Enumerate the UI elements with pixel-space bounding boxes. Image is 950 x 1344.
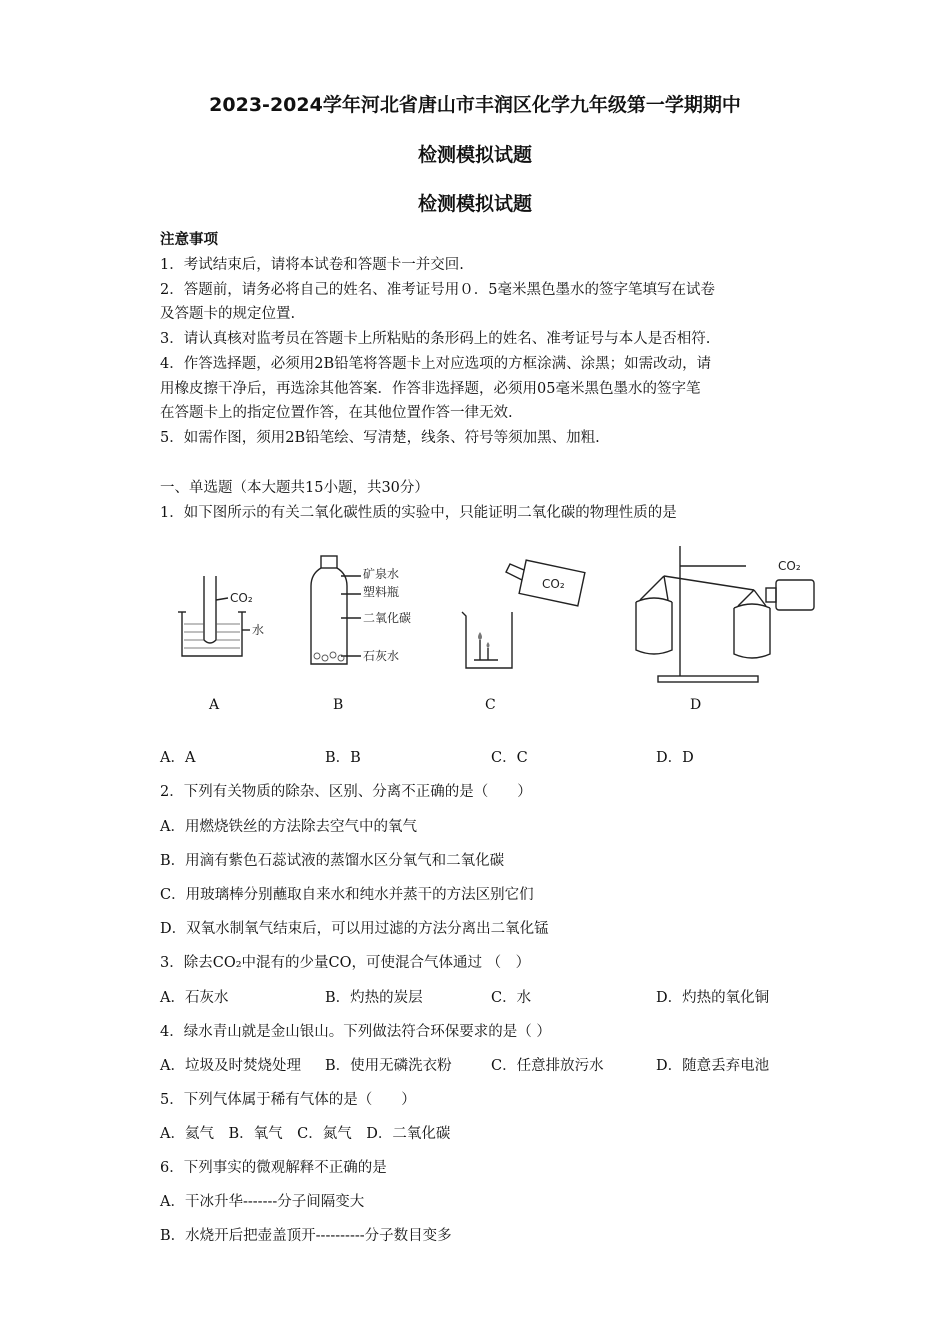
figure-b-label-bottle: 矿泉水: [363, 567, 400, 581]
figure-d-co2-label: CO₂: [778, 559, 801, 573]
q4-option-b: B．使用无磷洗衣粉: [325, 1058, 452, 1074]
question-5-stem: 5．下列气体属于稀有气体的是（ ）: [160, 1092, 416, 1108]
notice-item: 及答题卡的规定位置.: [160, 306, 296, 322]
q4-option-d: D．随意丢弃电池: [656, 1058, 770, 1074]
figure-d-apparatus: [628, 546, 828, 690]
notice-item: 4．作答选择题，必须用2B铅笔将答题卡上对应选项的方框涂满、涂黑；如需改动，请: [160, 356, 712, 372]
exam-title-line2: 检测模拟试题: [417, 144, 532, 166]
figure-c-co2-label: CO₂: [542, 577, 565, 591]
q5-options: A．氦气 B．氧气 C．氮气 D．二氧化碳: [160, 1126, 451, 1142]
q3-option-d: D．灼热的氧化铜: [656, 990, 770, 1006]
question-6-stem: 6．下列事实的微观解释不正确的是: [160, 1160, 387, 1176]
q3-option-a: A．石灰水: [160, 990, 229, 1006]
figure-b-label-limewater: 石灰水: [363, 649, 400, 663]
figure-b-label-co2: 二氧化碳: [363, 611, 412, 625]
question-3-stem: 3．除去CO₂中混有的少量CO，可使混合气体通过 （ ）: [160, 955, 531, 971]
figure-caption-c: C: [485, 697, 496, 713]
question-4-stem: 4．绿水青山就是金山银山。下列做法符合环保要求的是（ ）: [160, 1024, 551, 1040]
figure-a-co2-label: CO₂: [230, 591, 253, 605]
q3-option-b: B．灼热的炭层: [325, 990, 423, 1006]
section-heading: 一、单选题（本大题共15小题，共30分）: [160, 480, 429, 496]
q2-option-a: A．用燃烧铁丝的方法除去空气中的氧气: [160, 819, 417, 835]
q4-option-a: A．垃圾及时焚烧处理: [160, 1058, 301, 1074]
q1-option-a: A．A: [160, 750, 196, 766]
question-2-stem: 2．下列有关物质的除杂、区别、分离不正确的是（ ）: [160, 784, 532, 800]
notice-item: 在答题卡上的指定位置作答，在其他位置作答一律无效.: [160, 405, 513, 421]
notice-heading: 注意事项: [160, 231, 218, 248]
notice-item: 5．如需作图，须用2B铅笔绘、写清楚，线条、符号等须加黑、加粗.: [160, 430, 600, 446]
q6-option-a: A．干冰升华-------分子间隔变大: [160, 1194, 365, 1210]
figure-caption-a: A: [209, 697, 220, 713]
figure-a-water-label: 水: [252, 623, 265, 637]
figure-caption-b: B: [333, 697, 344, 713]
question-1-stem: 1．如下图所示的有关二氧化碳性质的实验中，只能证明二氧化碳的物理性质的是: [160, 505, 677, 521]
q1-option-c: C．C: [491, 750, 528, 766]
exam-title-line1: 2023-2024学年河北省唐山市丰润区化学九年级第一学期期中: [209, 94, 741, 116]
figure-b-apparatus: [305, 556, 445, 676]
figure-c-apparatus: [458, 560, 598, 676]
q4-option-c: C．任意排放污水: [491, 1058, 604, 1074]
notice-item: 2．答题前，请务必将自己的姓名、准考证号用０．5毫米黑色墨水的签字笔填写在试卷: [160, 282, 715, 298]
q6-option-b: B．水烧开后把壶盖顶开----------分子数目变多: [160, 1228, 452, 1244]
notice-item: 3．请认真核对监考员在答题卡上所粘贴的条形码上的姓名、准考证号与本人是否相符.: [160, 331, 711, 347]
q2-option-d: D．双氧水制氧气结束后，可以用过滤的方法分离出二氧化锰: [160, 921, 549, 937]
q1-option-b: B．B: [325, 750, 361, 766]
q3-option-c: C．水: [491, 990, 532, 1006]
exam-title-line3: 检测模拟试题: [417, 193, 532, 215]
q2-option-b: B．用滴有紫色石蕊试液的蒸馏水区分氧气和二氧化碳: [160, 853, 505, 869]
q2-option-c: C．用玻璃棒分别蘸取自来水和纯水并蒸干的方法区别它们: [160, 887, 534, 903]
notice-item: 1．考试结束后，请将本试卷和答题卡一并交回.: [160, 257, 464, 273]
notice-item: 用橡皮擦干净后，再选涂其他答案．作答非选择题，必须用05毫米黑色墨水的签字笔: [160, 381, 701, 397]
figure-caption-d: D: [690, 697, 702, 713]
figure-b-label-plastic: 塑料瓶: [363, 585, 400, 599]
figure-a-apparatus: [178, 572, 268, 666]
q1-option-d: D．D: [656, 750, 694, 766]
